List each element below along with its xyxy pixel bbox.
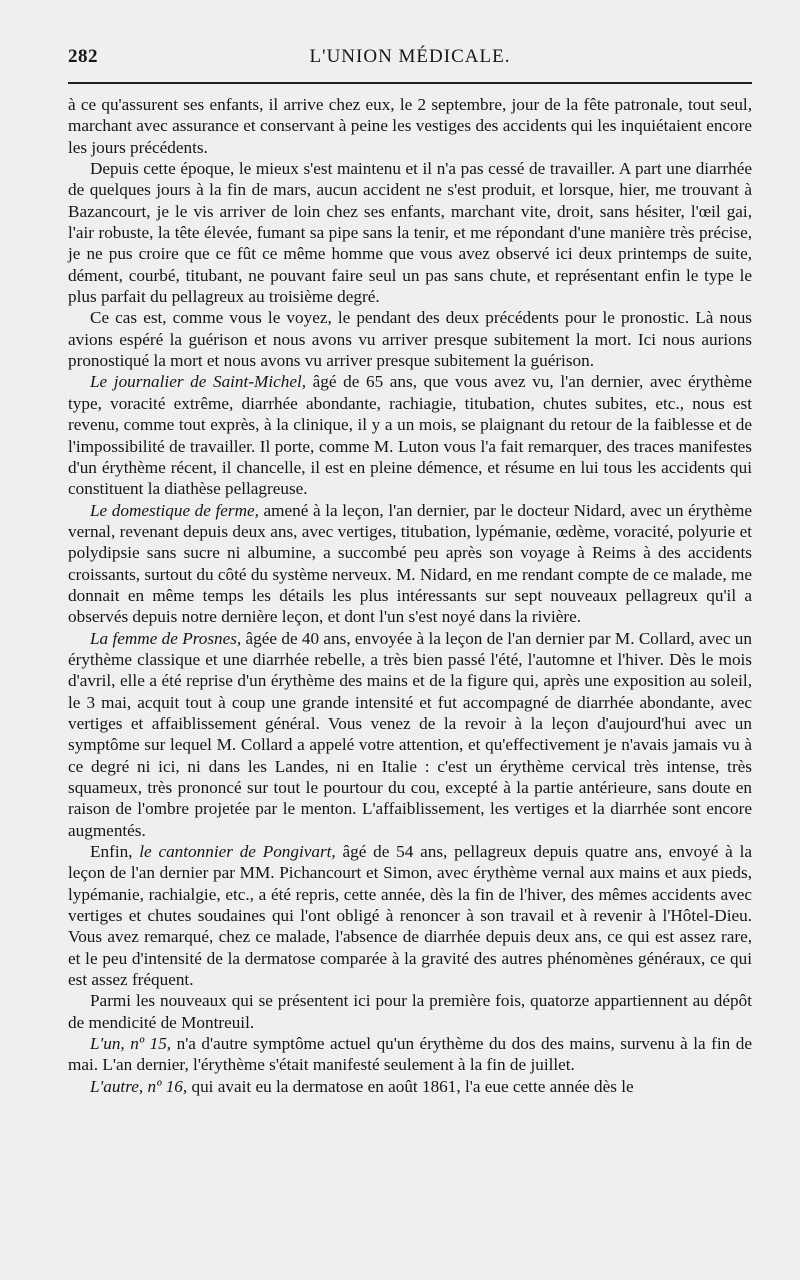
paragraph-text: à ce qu'assurent ses enfants, il arrive chez eux, le 2 septembre, jour de la fête patronale, tout seul, marchant avec assurance et conservant à peine les vestiges des accidents qui les inquiétaient encore les jours précédents. (68, 95, 752, 157)
case-heading: La femme de Prosnes, (90, 628, 242, 648)
paragraph (68, 841, 752, 990)
case-heading: Le journalier de Saint-Michel, (90, 372, 307, 392)
paragraph-text: âgé de 65 ans, que vous avez vu, l'an dernier, avec érythème type, voracité extrême, diarrhée abondante, rachiagie, titubation, chutes subites, etc., nous est revenu, comme tout exprès, à la clinique, il y a un mois, se plaignant du retour de la faiblesse et de l'impossibilité de travailler. Il porte, comme M. Luton vous l'a fait remarquer, des traces manifestes d'un érythème récent, il chancelle, il est en pleine démence, et résume en lui tous les accidents qui constituent la diathèse pellagreuse. (68, 372, 752, 499)
paragraph (68, 1076, 752, 1097)
paragraph (68, 158, 752, 307)
running-title: L'UNION MÉDICALE. (309, 46, 511, 67)
paragraph-text: qui avait eu la dermatose en août 1861, l'a eue cette année dès le (187, 1076, 634, 1096)
paragraph-text: Ce cas est, comme vous le voyez, le pendant des deux précédents pour le pronostic. Là nous avions espéré la guérison et nous avons vu arriver presque subitement la mort. Ici nous aurions pronostiqué la mort et nous avons vu arriver presque subitement la guérison. (68, 308, 752, 371)
case-heading: Le domestique de ferme, (90, 500, 259, 520)
paragraph (68, 500, 752, 628)
paragraph-text: Parmi les nouveaux qui se présentent ici pour la première fois, quatorze appartiennent au dépôt de mendicité de Montreuil. (68, 991, 752, 1032)
paragraph-text: âgé de 54 ans, pellagreux depuis quatre ans, envoyé à la leçon de l'an dernier par MM. Pichancourt et Simon, avec érythème vernal aux mains et aux pieds, lypémanie, rachialgie, etc., a été repris, cette année, dès la fin de l'hiver, des mêmes accidents avec vertiges et chutes soudaines qui l'ont obligé à renoncer à son travail et à revenir à l'Hôtel-Dieu. Vous avez remarqué, chez ce malade, l'absence de diarrhée depuis deux ans, ce qui est assez rare, et le peu d'intensité de la dermatose comparée à la gravité des autres phénomènes généraux, ce qui est assez fréquent. (68, 842, 752, 990)
paragraph-text: amené à la leçon, l'an dernier, par le docteur Nidard, avec un érythème vernal, revenant depuis deux ans, avec vertiges, titubation, lypémanie, œdème, voracité, polyurie et polydipsie sans sucre ni albumine, a succombé peu après son voyage à Reims à des accidents croissants, surtout du côté du système nerveux. M. Nidard, en me rendant compte de ce malade, me donnait en même temps les détails les plus intéressants sur sept nouveaux pellagreux qu'il a observés depuis notre dernière leçon, et dont l'un s'est noyé dans la rivière. (68, 500, 752, 627)
paragraph (68, 1033, 752, 1076)
paragraph-intro: Enfin, (90, 842, 140, 862)
case-heading: L'autre, nº 16, (90, 1076, 188, 1096)
paragraph-text: âgée de 40 ans, envoyée à la leçon de l'an dernier par M. Collard, avec un érythème classique et une diarrhée rebelle, a très bien passé l'été, l'automne et l'hiver. Dès le mois d'avril, elle a été reprise d'un érythème des mains et de la figure qui, après une exposition au soleil, le 3 mai, acquit tout à coup une grande intensité et fut accompagné de diarrhée abondante, avec vertiges et affaiblissement général. Vous venez de la revoir à la leçon d'aujourd'hui avec un symptôme sur lequel M. Collard a appelé votre attention, et qu'effectivement je n'avais jamais vu à ce degré ni ici, ni dans les Landes, ni en Italie : c'est un érythème cervical très intense, très squameux, très prononcé sur tout le pourtour du cou, excepté à la partie antérieure, sans doute en raison de l'ombre projetée par le menton. L'affaiblissement, les vertiges et la diarrhée sont encore augmentés. (68, 628, 752, 840)
page-header (68, 46, 752, 74)
paragraph (68, 94, 752, 158)
paragraph (68, 371, 752, 499)
paragraph-text: Depuis cette époque, le mieux s'est maintenu et il n'a pas cessé de travailler. A part une diarrhée de quelques jours à la fin de mars, aucun accident ne s'est produit, et lorsque, hier, me trouvant à Bazancourt, je le vis arriver de loin chez ses enfants, marchant vite, droit, sans hésiter, l'œil gai, l'air robuste, la tête élevée, fumant sa pipe sans la tenir, et me répondant d'une manière très précise, je ne pus croire que ce fût ce même homme que vous avez observé ici deux printemps de suite, dément, courbé, titubant, ne pouvant faire seul un pas sans chute, et représentant enfin le type le plus parfait du pellagreux au troisième degré. (68, 159, 752, 307)
case-heading: L'un, nº 15, (90, 1034, 172, 1054)
page-number: 282 (68, 46, 98, 67)
paragraph (68, 628, 752, 841)
case-heading: le cantonnier de Pongivart, (139, 842, 336, 862)
body-text (68, 94, 752, 1097)
paragraph (68, 307, 752, 371)
paragraph (68, 990, 752, 1033)
header-rule (68, 82, 752, 84)
paragraph-text: n'a d'autre symptôme actuel qu'un érythème du dos des mains, survenu à la fin de mai. L'an dernier, l'érythème s'était manifesté seulement à la fin de juillet. (68, 1034, 752, 1075)
